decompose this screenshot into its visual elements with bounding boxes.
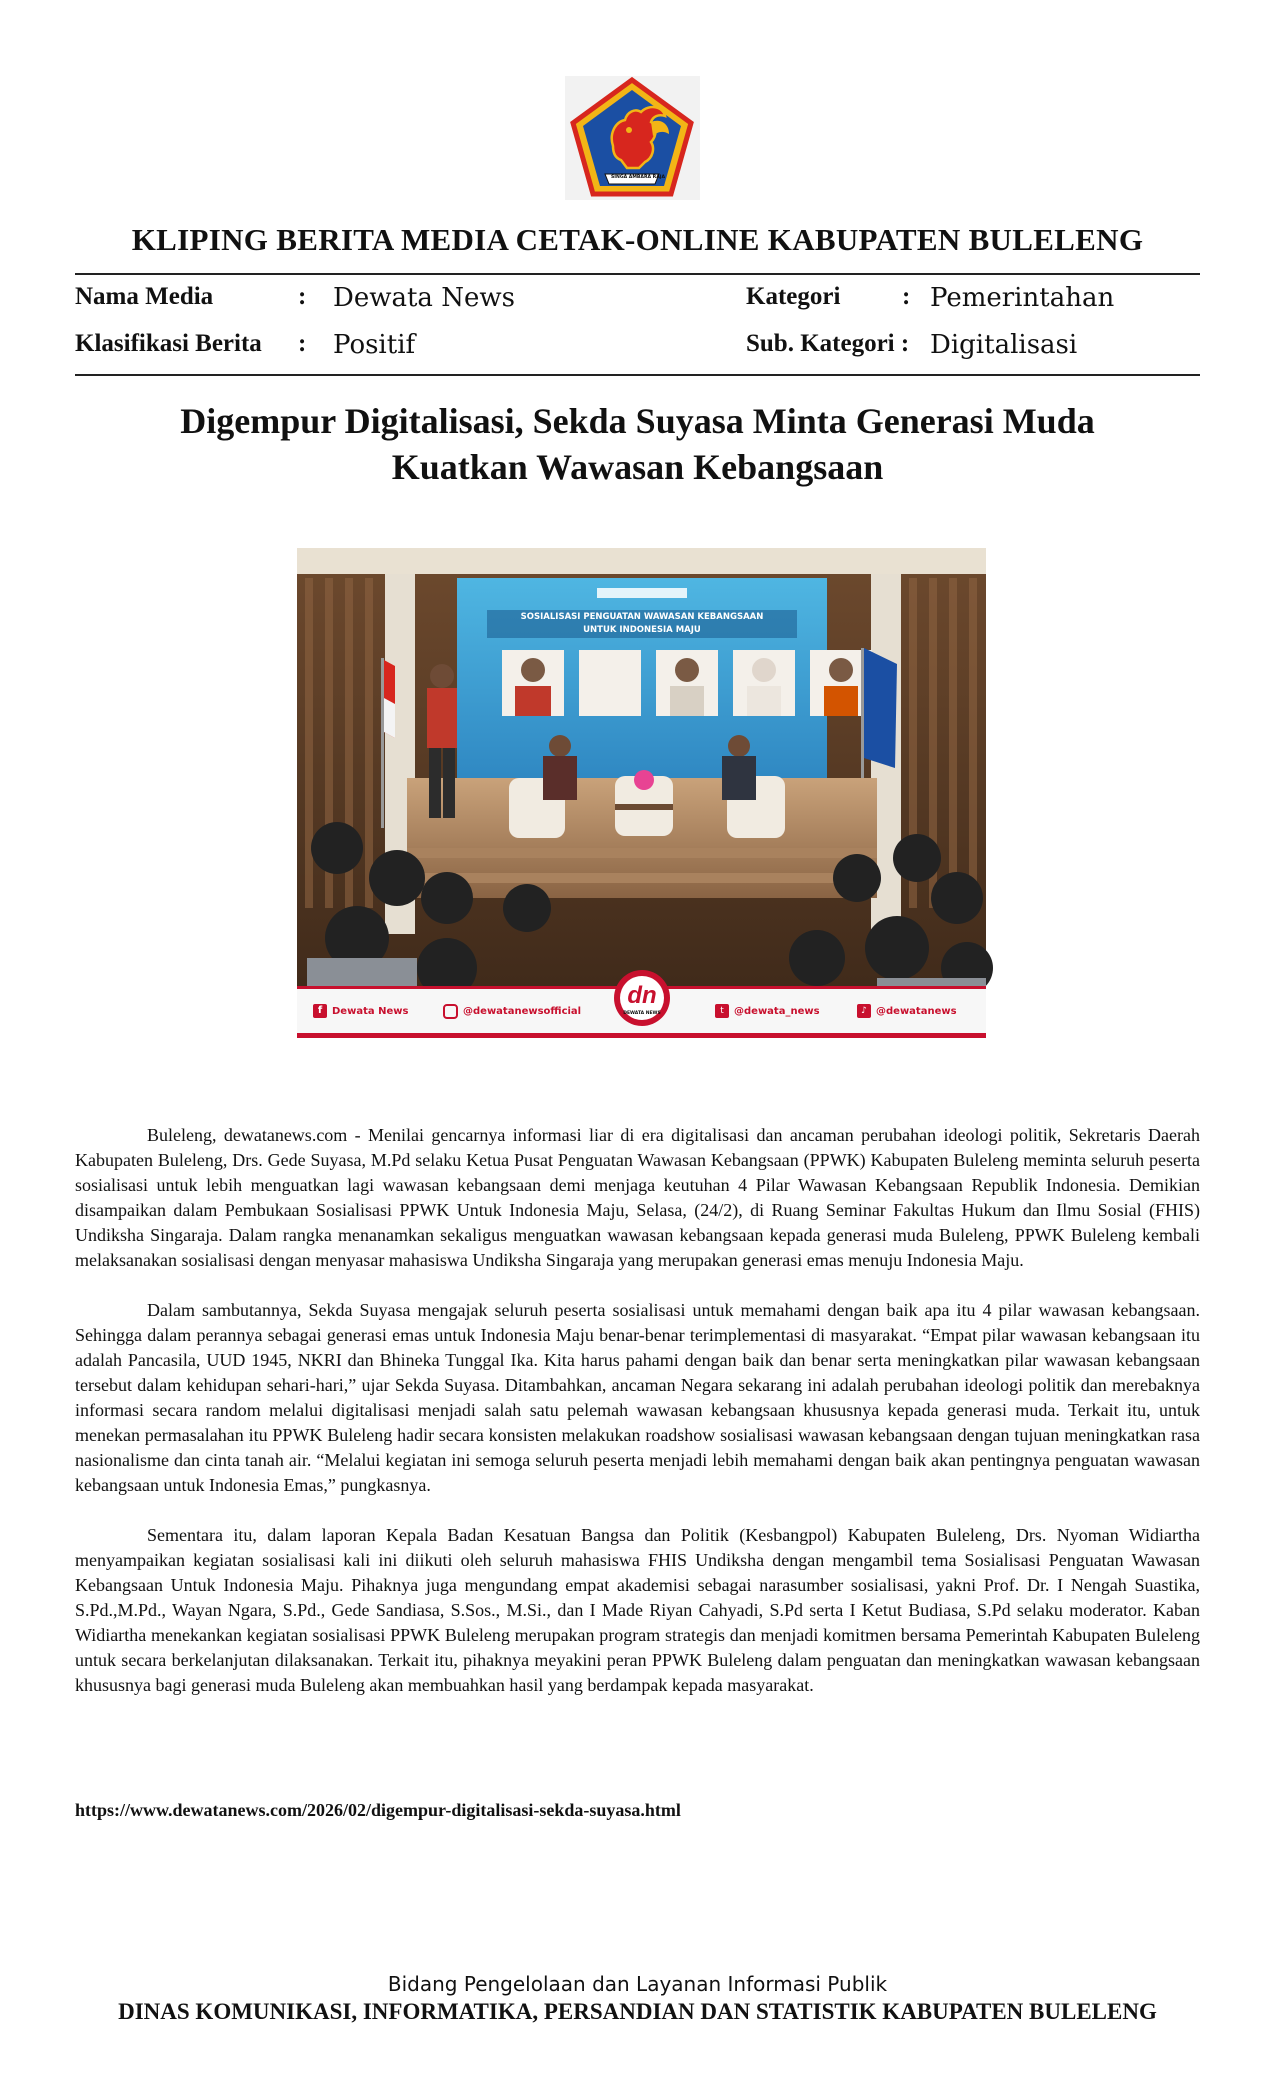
social-tiktok-label: @dewatanews (876, 1005, 957, 1017)
top-divider (75, 273, 1200, 275)
dewata-news-logo-mark: dn (627, 982, 657, 1009)
bottom-divider (75, 374, 1200, 376)
buleleng-crest-logo (565, 76, 700, 200)
sub-kategori-label: Sub. Kategori : (746, 330, 910, 357)
screen-banner-line-1: SOSIALISASI PENGUATAN WAWASAN KEBANGSAAN (520, 612, 764, 622)
footer-unit: Bidang Pengelolaan dan Layanan Informasi Publik (387, 1972, 888, 1996)
kategori-value: Pemerintahan (930, 283, 1115, 313)
tiktok-icon: ♪ (857, 1004, 871, 1018)
article-body (75, 1123, 1200, 1723)
facebook-icon: f (313, 1004, 327, 1018)
klasifikasi-value: Positif (333, 330, 416, 360)
kliping-title: KLIPING BERITA MEDIA CETAK-ONLINE KABUPATEN BULELENG (131, 222, 1144, 257)
social-twitter-label: @dewata_news (734, 1005, 820, 1017)
twitter-icon: t (715, 1004, 729, 1018)
social-twitter (715, 1004, 820, 1018)
footer-department: DINAS KOMUNIKASI, INFORMATIKA, PERSANDIAN DAN STATISTIK KABUPATEN BULELENG (118, 1999, 1157, 2024)
sub-kategori-value: Digitalisasi (930, 330, 1078, 360)
klasifikasi-colon: : (298, 330, 307, 357)
nama-media-colon: : (298, 283, 307, 310)
social-instagram-label: @dewatanewsofficial (463, 1006, 582, 1017)
crest-motto: SINGA AMBARA RAJA (611, 175, 666, 180)
social-instagram (443, 1004, 581, 1019)
social-facebook (313, 1004, 408, 1018)
nama-media-label: Nama Media (75, 283, 214, 310)
instagram-icon (443, 1004, 458, 1019)
article-paragraph-1: Buleleng, dewatanews.com - Menilai gencarnya informasi liar di era digitalisasi dan ancaman perubahan ideologi politik, Sekretaris Daerah Kabupaten Buleleng, Drs. Gede Suyasa, M.Pd selaku Ketua Pusat Penguatan Wawasan Kebangsaan (PPWK) Kabupaten Buleleng meminta seluruh peserta sosialisasi untuk lebih menguatkan lagi wawasan kebangsaan demi menjaga keutuhan 4 Pilar Wawasan Kebangsaan Republik Indonesia. Demikian disampaikan dalam Pembukaan Sosialisasi PPWK Untuk Indonesia Maju, Selasa, (24/2), di Ruang Seminar Fakultas Hukum dan Ilmu Sosial (FHIS) Undiksha Singaraja. Dalam rangka menanamkan sekaligus menguatkan wawasan kebangsaan kepada generasi muda Buleleng, PPWK Buleleng kembali melaksanakan sosialisasi dengan menyasar mahasiswa Undiksha Singaraja yang merupakan generasi emas menuju Indonesia Maju. (75, 1125, 1200, 1270)
kategori-label: Kategori (746, 283, 841, 310)
dewata-news-logo-text: DEWATA NEWS (623, 1011, 661, 1016)
article-paragraph-3: Sementara itu, dalam laporan Kepala Badan Kesatuan Bangsa dan Politik (Kesbangpol) Kabupaten Buleleng, Drs. Nyoman Widiartha menyampaikan kegiatan sosialisasi kali ini diikuti oleh seluruh mahasiswa FHIS Undiksha dengan mengambil tema Sosialisasi Penguatan Wawasan Kebangsaan Untuk Indonesia Maju. Pihaknya juga mengundang empat akademisi sebagai narasumber sosialisasi, yakni Prof. Dr. I Nengah Suastika, S.Pd.,M.Pd., Wayan Ngara, S.Pd., Gede Sandiasa, S.Sos., M.Si., dan I Made Riyan Cahyadi, S.Pd serta I Ketut Budiasa, S.Pd selaku moderator. Kaban Widiartha menekankan kegiatan sosialisasi PPWK Buleleng merupakan program strategis dan menjadi komitmen bersama Pemerintah Kabupaten Buleleng untuk secara berkelanjutan dilaksanakan. Terkait itu, pihaknya meyakini peran PPWK Buleleng dalam penguatan dan meningkatkan wawasan kebangsaan khususnya bagi generasi muda Buleleng akan membuahkan hasil yang berdampak kepada masyarakat. (75, 1525, 1200, 1695)
social-facebook-label: Dewata News (332, 1005, 409, 1017)
article-paragraph-2: Dalam sambutannya, Sekda Suyasa mengajak seluruh peserta sosialisasi untuk memahami dengan baik apa itu 4 pilar wawasan kebangsaan. Sehingga dalam perannya sebagai generasi emas untuk Indonesia Maju benar-benar terimplementasi di masyarakat. “Empat pilar wawasan kebangsaan itu adalah Pancasila, UUD 1945, NKRI dan Bhineka Tunggal Ika. Kita harus pahami dengan baik dan benar serta meningkatkan pilar wawasan kebangsaan tersebut dalam kehidupan sehari-hari,” ujar Sekda Suyasa. Ditambahkan, ancaman Negara sekarang ini adalah perubahan ideologi politik dan merebaknya informasi secara random melalui digitalisasi menjadi salah satu pelemah wawasan kebangsaan khususnya kepada generasi muda. Terkait itu, untuk menekan permasalahan itu PPWK Buleleng hadir secara konsisten melakukan roadshow sosialisasi wawasan kebangsaan dengan tujuan meningkatkan rasa nasionalisme dan cinta tanah air. “Melalui kegiatan ini semoga seluruh peserta menjadi lebih memahami dengan baik akan pentingnya penguatan wawasan kebangsaan untuk Indonesia Emas,” pungkasnya. (75, 1300, 1200, 1495)
headline-line-2: Kuatkan Wawasan Kebangsaan (391, 447, 884, 487)
source-url-link[interactable]: https://www.dewatanews.com/2026/02/digempur-digitalisasi-sekda-suyasa.html (75, 1800, 681, 1820)
social-tiktok (857, 1004, 957, 1018)
screen-banner-line-2: UNTUK INDONESIA MAJU (583, 625, 701, 635)
kategori-colon: : (902, 283, 911, 310)
article-headline (140, 398, 1135, 490)
klasifikasi-label: Klasifikasi Berita (75, 330, 262, 357)
nama-media-value: Dewata News (333, 283, 515, 313)
event-photo (297, 548, 986, 1038)
headline-line-1: Digempur Digitalisasi, Sekda Suyasa Minta Generasi Muda (180, 401, 1095, 441)
